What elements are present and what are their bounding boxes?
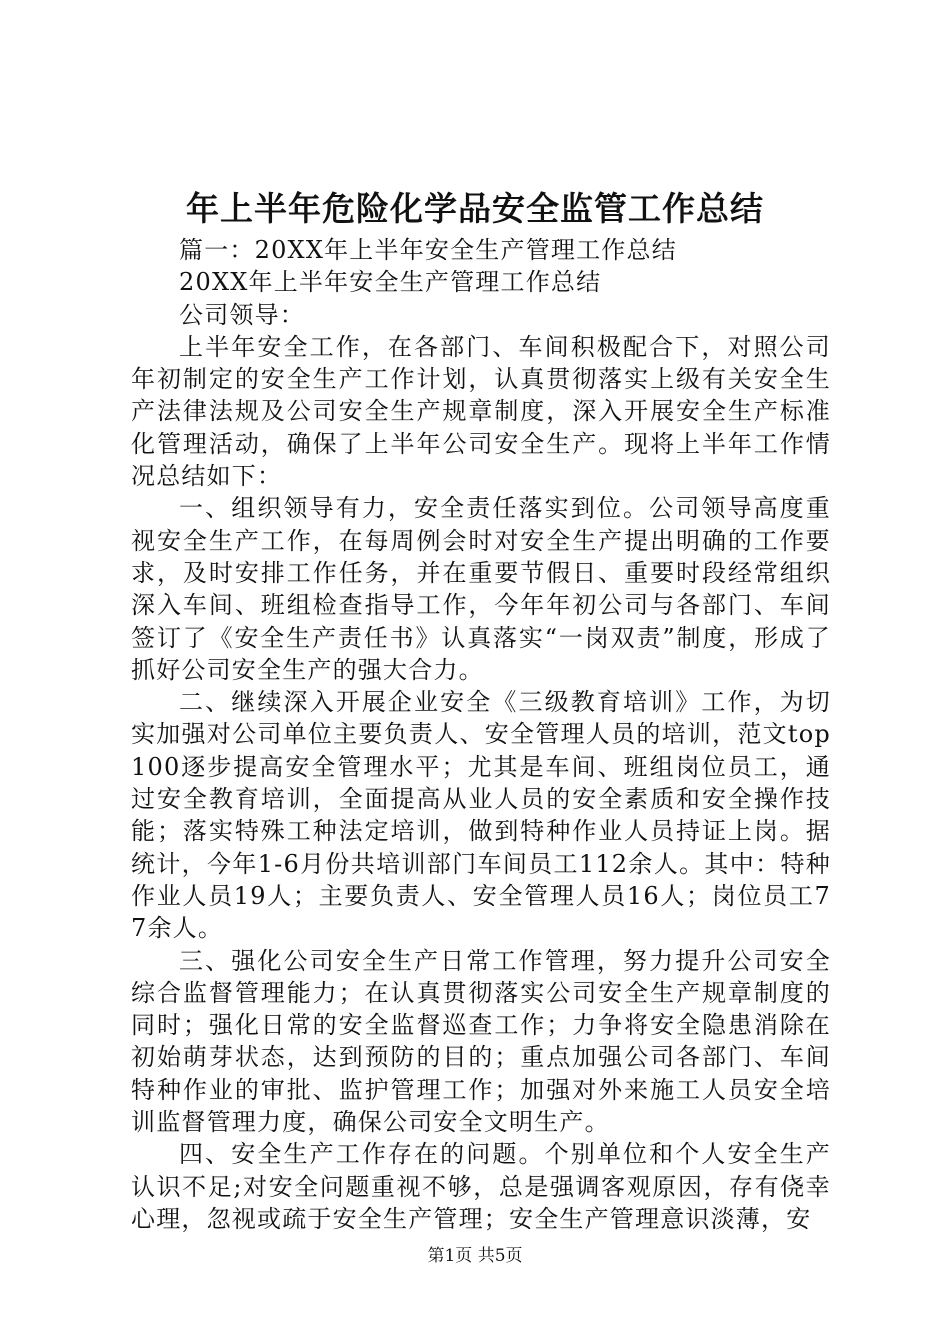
document-title: 年上半年危险化学品安全监管工作总结 [186, 189, 764, 228]
paragraph-section-3: 三、强化公司安全生产日常工作管理，努力提升公司安全综合监督管理能力；在认真贯彻落实公司安全生产规章制度的同时；强化日常的安全监督巡查工作；力争将安全隐患消除在初始萌芽状态，达到预防的目的；重点加强公司各部门、车间特种作业的审批、监护管理工作；加强对外来施工人员安全培训监督管理力度，确保公司安全文明生产。 [131, 946, 831, 1137]
paragraph-heading-2: 20XX年上半年安全生产管理工作总结 [179, 268, 602, 297]
paragraph-heading-1: 篇一：20XX年上半年安全生产管理工作总结 [179, 236, 677, 264]
paragraph-section-2: 二、继续深入开展企业安全《三级教育培训》工作，为切实加强对公司单位主要负责人、安全管理人员的培训，范文top100逐步提高安全管理水平；尤其是车间、班组岗位员工，通过安全教育培训，全面提高从业人员的安全素质和安全操作技能；落实特殊工种法定培训，做到特种作业人员持证上岗。据统计，今年1-6月份共培训部门车间员工112余人。其中：特种作业人员19人；主要负责人、安全管理人员16人；岗位员工77余人。 [131, 688, 831, 943]
paragraph-section-1: 一、组织领导有力，安全责任落实到位。公司领导高度重视安全生产工作，在每周例会时对安全生产提出明确的工作要求，及时安排工作任务，并在重要节假日、重要时段经常组织深入车间、班组检查指导工作，今年年初公司与各部门、车间签订了《安全生产责任书》认真落实“一岗双责”制度，形成了抓好公司安全生产的强大合力。 [131, 494, 831, 684]
paragraph-section-4: 四、安全生产工作存在的问题。个别单位和个人安全生产认识不足;对安全问题重视不够，总是强调客观原因，存有侥幸心理，忽视或疏于安全生产管理；安全生产管理意识淡薄，安 [131, 1140, 831, 1233]
paragraph-intro: 上半年安全工作，在各部门、车间积极配合下，对照公司年初制定的安全生产工作计划，认真贯彻落实上级有关安全生产法律法规及公司安全生产规章制度，深入开展安全生产标准化管理活动，确保了上半年公司安全生产。现将上半年工作情况总结如下： [131, 332, 831, 491]
paragraph-salutation: 公司领导： [179, 300, 305, 329]
document-body [131, 234, 831, 1235]
page-footer: 第1页 共5页 [427, 1246, 523, 1266]
